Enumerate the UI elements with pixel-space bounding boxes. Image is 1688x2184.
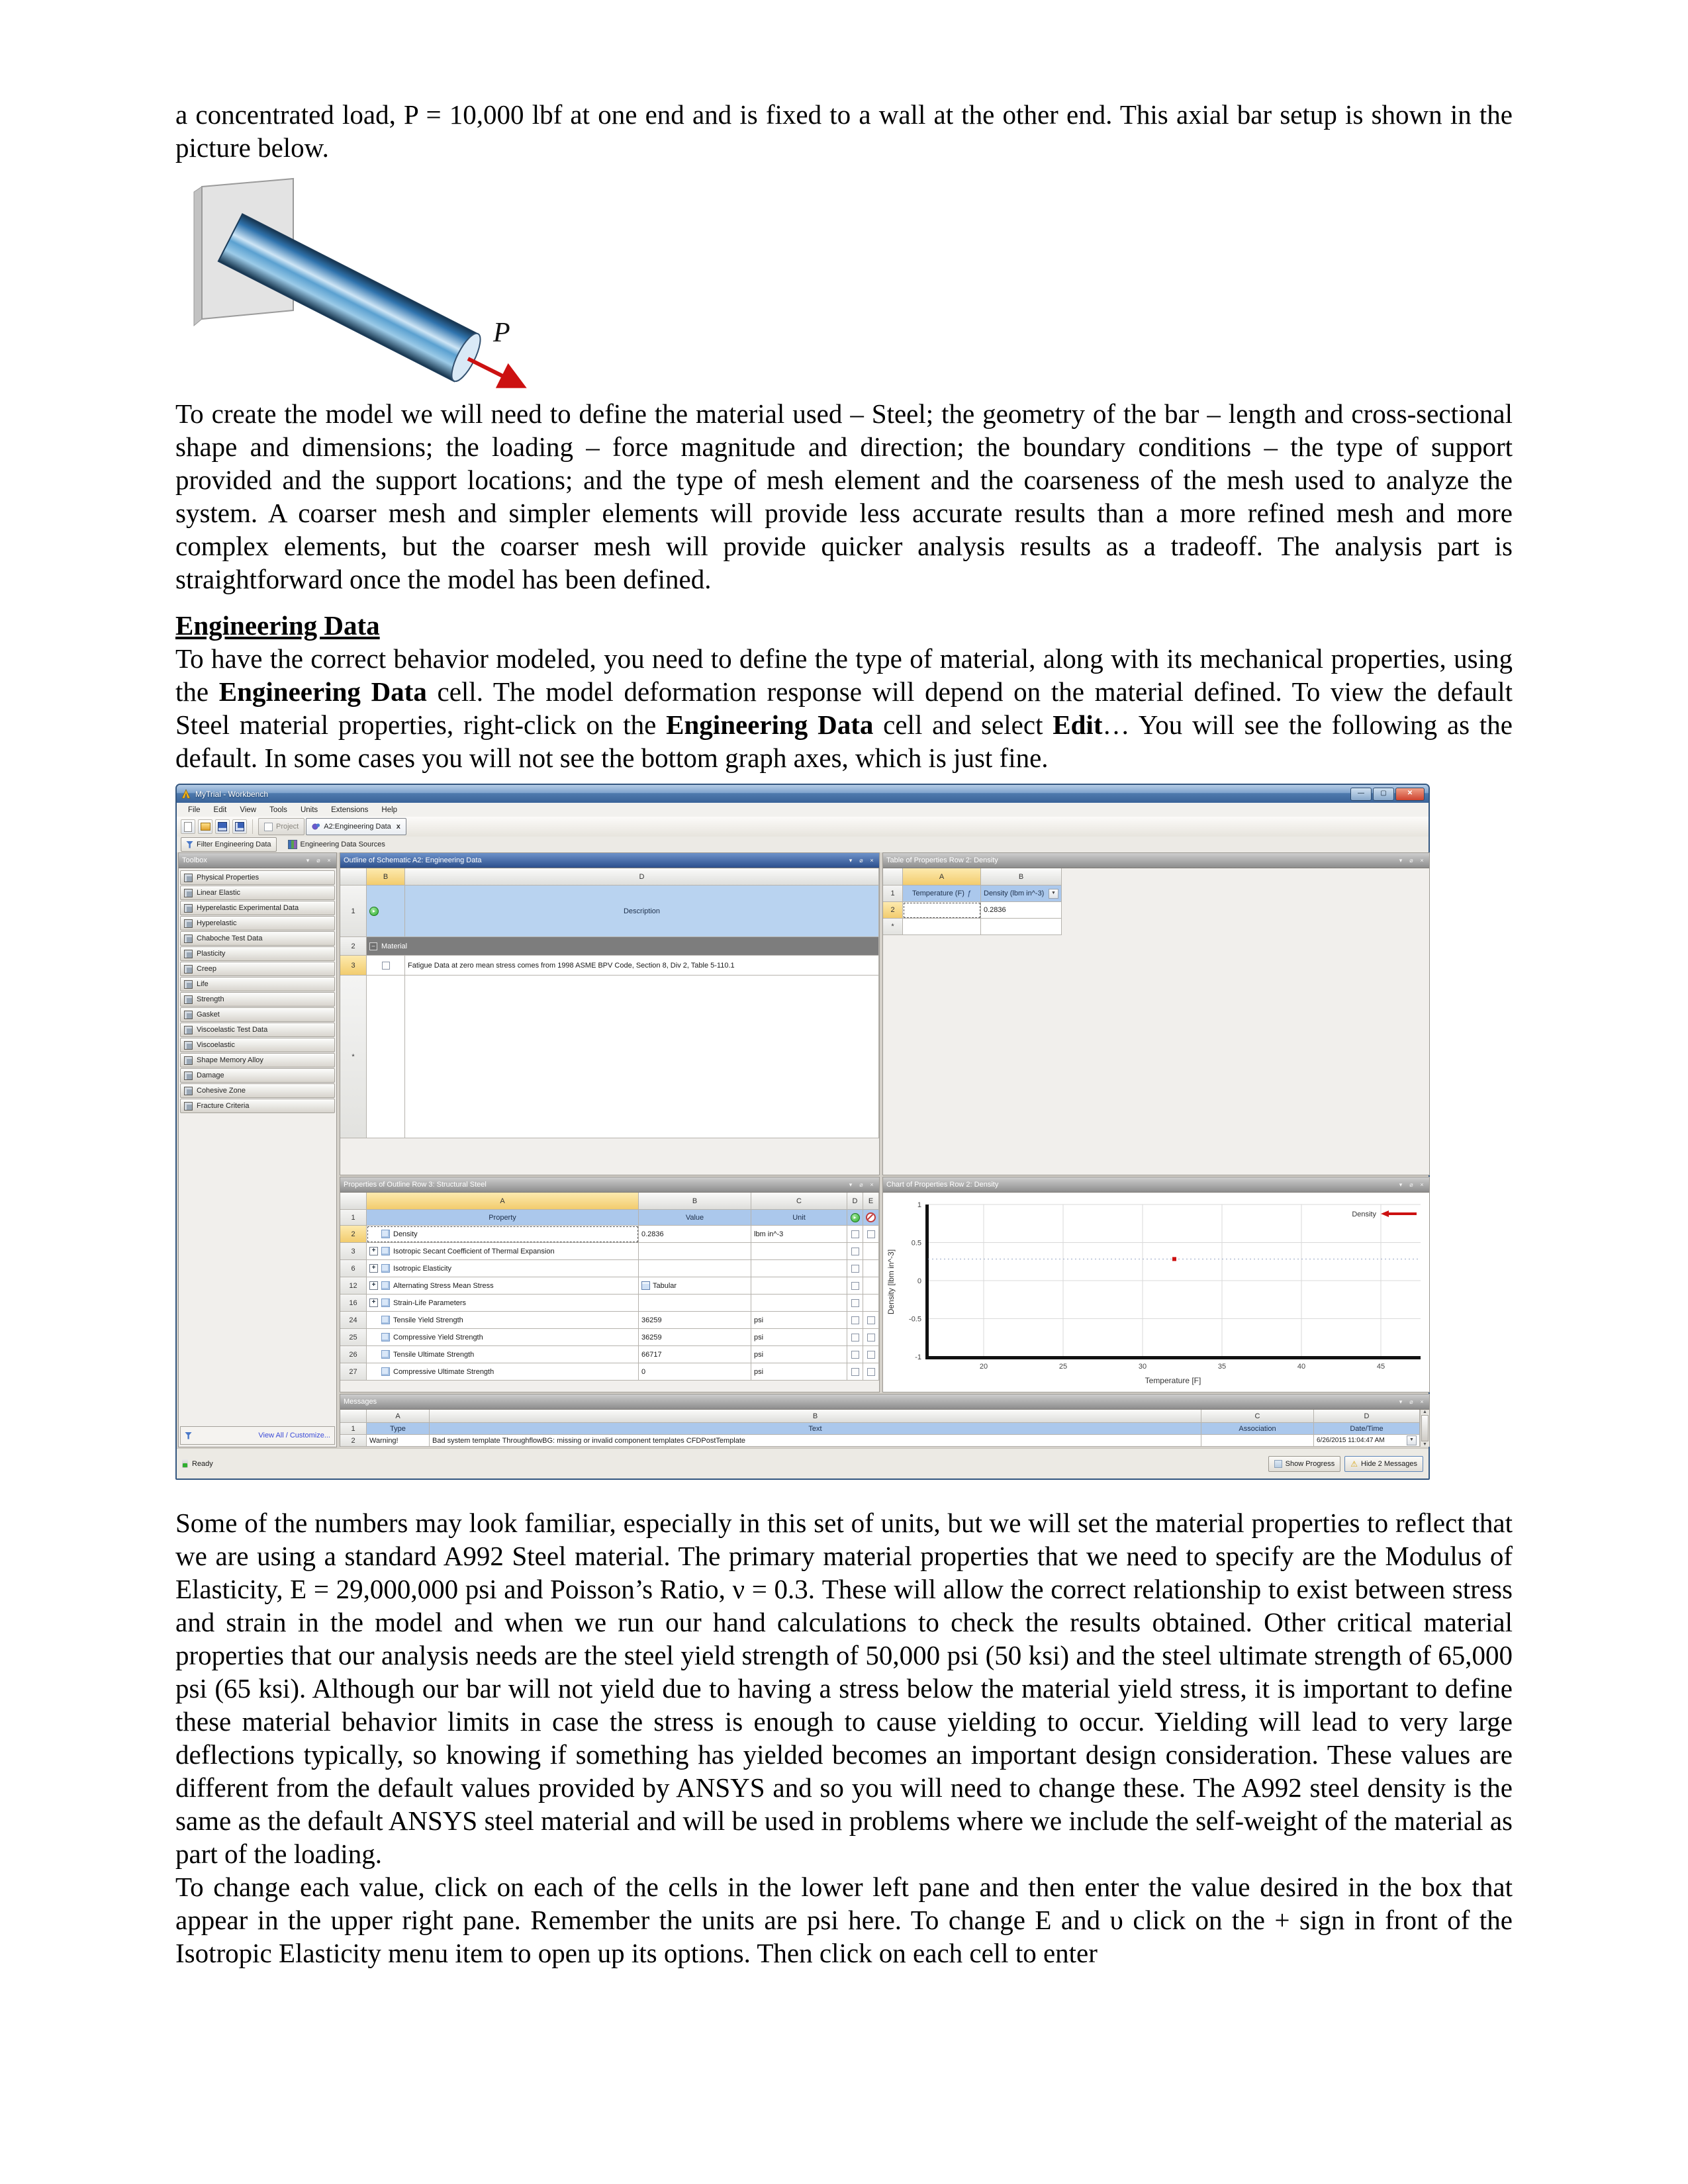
checkbox[interactable] xyxy=(851,1230,859,1238)
chart-legend xyxy=(1352,1210,1417,1218)
checkbox[interactable] xyxy=(851,1334,859,1342)
property-unit-cell[interactable]: psi xyxy=(751,1346,847,1363)
column-header-c[interactable]: C xyxy=(1201,1410,1314,1423)
property-name-cell[interactable]: Tensile Yield Strength xyxy=(367,1312,639,1329)
svg-text:20: 20 xyxy=(979,1363,988,1371)
toolbox-header: Toolbox ▾ ⌀ × xyxy=(179,853,336,868)
dropdown-icon[interactable]: ▼ xyxy=(1407,1435,1417,1445)
property-name-cell[interactable]: Compressive Ultimate Strength xyxy=(367,1363,639,1381)
close-button[interactable]: ✕ xyxy=(1395,788,1425,801)
property-value-cell[interactable]: Tabular xyxy=(639,1277,751,1295)
y-axis xyxy=(925,1205,929,1359)
paragraph-intro: a concentrated load, P = 10,000 lbf at one end and is fixed to a wall at the other end. This axial bar setup is shown in the picture below. xyxy=(175,99,1513,163)
property-name-cell[interactable]: + Isotropic Elasticity xyxy=(367,1260,639,1277)
category-icon xyxy=(184,934,193,943)
x-axis-label: Temperature [F] xyxy=(1145,1376,1201,1385)
column-header-a[interactable]: A xyxy=(903,868,981,886)
category-icon xyxy=(184,1056,193,1065)
column-header-a[interactable]: A xyxy=(367,1193,639,1210)
project-icon xyxy=(264,823,273,831)
category-icon xyxy=(184,980,193,989)
wall-side-face xyxy=(194,187,202,326)
outline-panel xyxy=(340,852,880,1175)
scroll-up-icon[interactable]: ▲ xyxy=(1423,1410,1427,1414)
text-run: cell. The model deformation response will depend on the material defined. To view the default Steel material properties, right-click on the xyxy=(175,676,1513,740)
column-header-a[interactable]: A xyxy=(367,1410,430,1423)
svg-text:-0.5: -0.5 xyxy=(909,1315,921,1324)
window-title: MyTrial - Workbench xyxy=(195,789,269,799)
datetime-header-cell: Date/Time xyxy=(1314,1423,1420,1435)
row-number[interactable]: 24 xyxy=(340,1312,367,1329)
toolbar xyxy=(177,817,1429,837)
checkbox[interactable] xyxy=(851,1248,859,1255)
scroll-down-icon[interactable]: ▼ xyxy=(1423,1442,1427,1447)
engineering-data-sources-button[interactable]: Engineering Data Sources xyxy=(283,838,390,851)
panel-pin-icon[interactable]: ⌀ xyxy=(316,856,320,864)
visible-header-cell xyxy=(847,1210,863,1226)
table-of-properties-header: Table of Properties Row 2: Density ▾ ⌀ × xyxy=(883,853,1429,868)
document-content xyxy=(175,0,1513,1970)
menu-bar xyxy=(177,803,1429,817)
text-run: Engineering Data xyxy=(666,709,874,740)
suppress-cell[interactable] xyxy=(863,1226,879,1243)
save-as-icon[interactable] xyxy=(232,819,247,834)
text-header-cell: Text xyxy=(430,1423,1201,1435)
funnel-icon xyxy=(185,1432,192,1439)
suppress-cell xyxy=(863,1277,879,1295)
data-sources-icon xyxy=(288,840,297,849)
menu-help[interactable]: Help xyxy=(381,805,398,814)
hide-messages-button[interactable]: ⚠ Hide 2 Messages xyxy=(1344,1456,1423,1472)
expand-icon[interactable]: + xyxy=(369,1298,378,1307)
property-value-cell[interactable] xyxy=(639,1260,751,1277)
panel-close-icon[interactable]: × xyxy=(1420,1181,1424,1188)
chart-data-marks xyxy=(928,1257,1421,1261)
empty-cell[interactable] xyxy=(903,919,981,935)
checkbox[interactable] xyxy=(867,1230,875,1238)
property-unit-cell[interactable] xyxy=(751,1260,847,1277)
corner-cell xyxy=(340,1410,367,1423)
expand-icon[interactable]: + xyxy=(369,1264,378,1273)
status-bar xyxy=(177,1448,1429,1479)
category-icon xyxy=(184,1071,193,1080)
maximize-button[interactable]: ▢ xyxy=(1373,788,1394,801)
fatigue-note-cell[interactable]: Fatigue Data at zero mean stress comes from 1998 ASME BPV Code, Section 8, Div 2, Table 5-110.1 xyxy=(405,956,879,976)
suppress-cell[interactable] xyxy=(863,1312,879,1329)
category-icon xyxy=(184,874,193,882)
category-icon xyxy=(184,904,193,913)
ansys-logo-icon xyxy=(181,789,191,799)
svg-text:40: 40 xyxy=(1297,1363,1306,1371)
row-number[interactable]: 25 xyxy=(340,1329,367,1346)
column-header-d[interactable]: D xyxy=(847,1193,863,1210)
text-run: Edit xyxy=(1053,709,1103,740)
corner-cell xyxy=(883,868,903,886)
text-run: To have the correct behavior modeled, you need to define the type of material, along with its mechanical properties, using the xyxy=(175,643,1513,707)
message-text-cell[interactable]: Bad system template ThroughflowBG: missing or invalid component templates CFDPostTemplate xyxy=(430,1435,1201,1447)
property-unit-cell[interactable] xyxy=(751,1295,847,1312)
property-icon xyxy=(381,1333,390,1342)
property-value-cell[interactable]: 36259 xyxy=(639,1329,751,1346)
value-header-cell: Value xyxy=(639,1210,751,1226)
toolbox-panel xyxy=(178,852,337,1447)
visible-cell[interactable] xyxy=(847,1277,863,1295)
toolbox-item-hyperelastic-exp[interactable]: Hyperelastic Experimental Data xyxy=(180,901,335,915)
category-icon xyxy=(184,1102,193,1111)
temperature-header-cell[interactable]: Temperature (F) ƒ xyxy=(903,886,981,902)
toolbox-item-shape-memory[interactable]: Shape Memory Alloy xyxy=(180,1053,335,1068)
paragraph-model: To create the model we will need to define the material used – Steel; the geometry of the bar – length and cross-sectional shape and dimensions; the loading – force magnitude and direction; the boundary conditions – the type of support provided and the support locations; and the type of mesh element and the coarseness of the mesh used to analyze the system. A coarser mesh and simpler elements will provide less accurate results than a more refined mesh and more complex elements, but the coarser mesh will provide quicker analysis results as a tradeoff. The analysis part is straightforward once the model has been defined. xyxy=(175,398,1513,594)
toolbox-footer xyxy=(180,1426,335,1445)
menu-file[interactable]: File xyxy=(188,805,201,814)
column-header-b[interactable]: B xyxy=(639,1193,751,1210)
column-header-e[interactable]: E xyxy=(863,1193,879,1210)
checkbox[interactable] xyxy=(851,1351,859,1359)
load-label: P xyxy=(493,318,510,348)
suppress-cell xyxy=(863,1243,879,1260)
empty-cell[interactable] xyxy=(981,919,1062,935)
funnel-icon xyxy=(186,841,193,848)
description-cell[interactable]: Description xyxy=(405,886,879,937)
panel-close-icon[interactable]: × xyxy=(1420,856,1424,864)
row-number[interactable]: 1 xyxy=(340,1210,367,1226)
toolbox-item-linear-elastic[interactable]: Linear Elastic xyxy=(180,886,335,900)
column-header-c[interactable]: C xyxy=(751,1193,847,1210)
work-area xyxy=(177,852,1429,1449)
menu-edit[interactable]: Edit xyxy=(213,805,227,814)
row-number[interactable]: 1 xyxy=(883,886,903,902)
checkbox[interactable] xyxy=(851,1265,859,1273)
toolbox-item-chaboche[interactable]: Chaboche Test Data xyxy=(180,931,335,946)
row-number[interactable]: * xyxy=(340,976,367,1138)
property-icon xyxy=(381,1316,390,1324)
visible-cell[interactable] xyxy=(847,1260,863,1277)
visible-cell[interactable] xyxy=(847,1226,863,1243)
chart-tick-labels xyxy=(909,1201,1385,1371)
checkbox[interactable] xyxy=(867,1334,875,1342)
density-chart xyxy=(883,1193,1428,1391)
panel-menu-icon[interactable]: ▾ xyxy=(306,856,310,864)
empty-cell[interactable] xyxy=(367,976,405,1138)
material-group-row[interactable]: – Material xyxy=(367,937,879,956)
status-text: Ready xyxy=(192,1459,213,1468)
property-name-cell[interactable]: + Isotropic Secant Coefficient of Thermal Expansion xyxy=(367,1243,639,1260)
tabular-icon xyxy=(641,1281,650,1290)
checkbox[interactable] xyxy=(867,1351,875,1359)
filter-state-cell[interactable] xyxy=(367,886,405,937)
column-header-b[interactable]: B xyxy=(981,868,1062,886)
category-icon xyxy=(184,1026,193,1034)
paragraph-change-values: To change each value, click on each of the cells in the lower left pane and then enter the value desired in the box that appear in the upper right pane. Remember the units are psi here. To change E and υ click on the + sign in front of the Isotropic Elasticity menu item to open up its options. Then click on each cell to enter xyxy=(175,1872,1513,1968)
y-axis-label: Density [lbm in^-3] xyxy=(886,1249,896,1315)
row-number[interactable]: * xyxy=(883,919,903,935)
property-name-cell[interactable]: Tensile Ultimate Strength xyxy=(367,1346,639,1363)
category-icon xyxy=(184,1041,193,1050)
row-number[interactable]: 1 xyxy=(340,886,367,937)
corner-cell xyxy=(340,1193,367,1210)
svg-text:30: 30 xyxy=(1138,1363,1147,1371)
toolbox-item-viscoelastic[interactable]: Viscoelastic xyxy=(180,1038,335,1052)
axial-bar-illustration xyxy=(181,175,551,393)
property-value-cell[interactable] xyxy=(639,1295,751,1312)
filter-active-icon: ▸ xyxy=(369,907,379,916)
property-icon xyxy=(381,1264,390,1273)
panel-pin-icon[interactable]: ⌀ xyxy=(1409,1181,1413,1188)
engineering-data-icon xyxy=(312,823,320,831)
category-icon xyxy=(184,965,193,974)
menu-tools[interactable]: Tools xyxy=(269,805,287,814)
property-icon xyxy=(381,1281,390,1290)
category-icon xyxy=(184,1011,193,1019)
text-run: … You will see the following as the default. In some cases you will not see the bottom graph axes, which is just fine. xyxy=(175,709,1513,773)
toolbox-item-viscoelastic-test[interactable]: Viscoelastic Test Data xyxy=(180,1023,335,1037)
property-name-cell[interactable]: + Strain-Life Parameters xyxy=(367,1295,639,1312)
type-header-cell: Type xyxy=(367,1423,430,1435)
row-number[interactable]: 27 xyxy=(340,1363,367,1381)
toolbox-item-creep[interactable]: Creep xyxy=(180,962,335,976)
checkbox[interactable] xyxy=(382,962,390,970)
density-value-cell[interactable]: 0.2836 xyxy=(981,902,1062,919)
dropdown-icon[interactable]: ▼ xyxy=(1049,889,1058,899)
ready-status-icon xyxy=(182,1459,188,1468)
density-header-cell[interactable]: Density (lbm in^-3) ▼ xyxy=(981,886,1062,902)
column-header-b[interactable]: B xyxy=(367,868,405,886)
checkbox[interactable] xyxy=(851,1368,859,1376)
menu-view[interactable]: View xyxy=(240,805,257,814)
panel-pin-icon[interactable]: ⌀ xyxy=(859,856,863,864)
workbench-window xyxy=(175,784,1430,1480)
load-arrow xyxy=(468,359,520,385)
visible-cell[interactable] xyxy=(847,1346,863,1363)
checkbox[interactable] xyxy=(851,1299,859,1307)
outline-header: Outline of Schematic A2: Engineering Data ▾ ⌀ × xyxy=(340,853,879,868)
property-name-cell[interactable]: + Alternating Stress Mean Stress xyxy=(367,1277,639,1295)
checkbox[interactable] xyxy=(851,1316,859,1324)
toolbox-item-gasket[interactable]: Gasket xyxy=(180,1007,335,1022)
property-unit-cell[interactable] xyxy=(751,1277,847,1295)
row-number[interactable]: 26 xyxy=(340,1346,367,1363)
panel-menu-icon[interactable]: ▾ xyxy=(849,1181,853,1188)
suppress-header-cell xyxy=(863,1210,879,1226)
panel-close-icon[interactable]: × xyxy=(1420,1398,1424,1405)
category-icon xyxy=(184,1087,193,1095)
new-file-icon[interactable] xyxy=(181,819,195,834)
row-number[interactable]: 6 xyxy=(340,1260,367,1277)
properties-panel xyxy=(340,1177,880,1392)
suppress-cell[interactable] xyxy=(863,1329,879,1346)
visible-cell[interactable] xyxy=(847,1329,863,1346)
text-run: cell and select xyxy=(873,709,1053,740)
toolbox-item-life[interactable]: Life xyxy=(180,977,335,991)
property-unit-cell[interactable]: psi xyxy=(751,1363,847,1381)
property-value-cell[interactable]: 66717 xyxy=(639,1346,751,1363)
svg-text:35: 35 xyxy=(1217,1363,1227,1371)
property-value-cell[interactable]: 36259 xyxy=(639,1312,751,1329)
visible-cell[interactable] xyxy=(847,1243,863,1260)
x-axis xyxy=(925,1356,1421,1359)
axial-bar-figure xyxy=(181,175,551,393)
messages-header: Messages ▾ ⌀ × xyxy=(340,1394,1429,1410)
property-header-cell: Property xyxy=(367,1210,639,1226)
tab-engineering-data[interactable]: A2:Engineering Data x xyxy=(306,818,406,835)
svg-text:45: 45 xyxy=(1376,1363,1385,1371)
expand-icon[interactable]: + xyxy=(369,1247,378,1255)
title-bar[interactable] xyxy=(177,785,1429,803)
panel-menu-icon[interactable]: ▾ xyxy=(849,856,853,864)
property-value-cell[interactable]: 0.2836 xyxy=(639,1226,751,1243)
property-unit-cell[interactable]: lbm in^-3 xyxy=(751,1226,847,1243)
suppress-cell[interactable] xyxy=(863,1363,879,1381)
property-icon xyxy=(381,1367,390,1376)
property-value-cell[interactable] xyxy=(639,1243,751,1260)
save-icon[interactable] xyxy=(215,819,230,834)
suppress-cell xyxy=(863,1295,879,1312)
property-value-cell[interactable]: 0 xyxy=(639,1363,751,1381)
svg-text:-1: -1 xyxy=(915,1353,921,1361)
visible-icon: ▸ xyxy=(851,1213,860,1222)
panel-menu-icon[interactable]: ▾ xyxy=(1399,856,1403,864)
property-icon xyxy=(381,1247,390,1255)
tab-close-icon[interactable]: x xyxy=(396,823,400,831)
function-icon: ƒ xyxy=(966,889,971,897)
column-header-d[interactable]: D xyxy=(1314,1410,1420,1423)
tab-project[interactable]: Project xyxy=(258,818,305,835)
temperature-value-cell[interactable] xyxy=(903,902,981,919)
toolbox-item-damage[interactable]: Damage xyxy=(180,1068,335,1083)
messages-scrollbar[interactable] xyxy=(1420,1410,1429,1447)
column-header-b[interactable]: B xyxy=(430,1410,1201,1423)
message-datetime-cell[interactable]: 6/26/2015 11:04:47 AM ▼ xyxy=(1314,1435,1420,1447)
empty-cell[interactable] xyxy=(405,976,879,1138)
messages-panel xyxy=(340,1394,1430,1447)
paragraph-engineering-data xyxy=(175,642,1513,774)
row-number[interactable]: 3 xyxy=(340,956,367,976)
row-number[interactable]: 3 xyxy=(340,1243,367,1260)
panel-pin-icon[interactable]: ⌀ xyxy=(1409,856,1413,864)
open-folder-icon[interactable] xyxy=(198,819,212,834)
row-number[interactable]: 1 xyxy=(340,1423,367,1435)
property-name-cell[interactable]: Compressive Yield Strength xyxy=(367,1329,639,1346)
checkbox[interactable] xyxy=(867,1368,875,1376)
svg-text:1: 1 xyxy=(917,1201,921,1209)
category-icon xyxy=(184,995,193,1004)
property-icon xyxy=(381,1298,390,1307)
property-name-cell[interactable]: Density xyxy=(367,1226,639,1243)
paragraph-material-values: Some of the numbers may look familiar, especially in this set of units, but we will set the material properties to reflect that we are using a standard A992 Steel material. The primary material properties that we need to specify are the Modulus of Elasticity, E = 29,000,000 psi and Poisson’s Ratio, ν = 0.3. These will allow the correct relationship to exist between stress and strain in the model and when we run our hand calculations to check the results obtained. Other critical material properties that our analysis needs are the steel yield strength of 50,000 psi (50 ksi) and the steel ultimate strength of 65,000 psi (65 ksi). Although our bar will not yield due to having a stress below the material yield stress, it is important to define these material behavior limits in case the stress is enough to cause yielding to occur. Yielding will lead to very large deflections typically, so knowing if something has yielded becomes an important design consideration. These values are different from the default values provided by ANSYS and so you will need to change these. The A992 steel density is the same as the default ANSYS steel material and will be used in problems where we include the self-weight of the material as part of the loading. xyxy=(175,1508,1513,1869)
svg-text:0: 0 xyxy=(917,1277,921,1285)
row-number[interactable]: 2 xyxy=(883,902,903,919)
toolbox-item-physical-properties[interactable]: Physical Properties xyxy=(180,870,335,885)
row-number[interactable]: 16 xyxy=(340,1295,367,1312)
association-header-cell: Association xyxy=(1201,1423,1314,1435)
chart-panel xyxy=(882,1177,1430,1392)
visible-cell[interactable] xyxy=(847,1312,863,1329)
suppress-cell[interactable] xyxy=(863,1346,879,1363)
row-number[interactable]: 2 xyxy=(340,937,367,956)
panel-pin-icon[interactable]: ⌀ xyxy=(859,1181,863,1188)
svg-text:25: 25 xyxy=(1058,1363,1068,1371)
svg-text:Density: Density xyxy=(1352,1210,1376,1218)
text-run: Engineering Data xyxy=(218,676,427,707)
toolbox-item-cohesive-zone[interactable]: Cohesive Zone xyxy=(180,1083,335,1098)
filter-engineering-data-button[interactable]: Filter Engineering Data xyxy=(181,837,277,852)
message-type-cell[interactable]: Warning! xyxy=(367,1435,430,1447)
panel-pin-icon[interactable]: ⌀ xyxy=(1409,1398,1413,1405)
property-unit-cell[interactable]: psi xyxy=(751,1312,847,1329)
menu-units[interactable]: Units xyxy=(300,805,318,814)
panel-menu-icon[interactable]: ▾ xyxy=(1399,1181,1403,1188)
toolbox-item-plasticity[interactable]: Plasticity xyxy=(180,946,335,961)
column-header-d[interactable]: D xyxy=(405,868,879,886)
suppress-icon xyxy=(866,1212,876,1222)
show-progress-button[interactable]: Show Progress xyxy=(1268,1456,1341,1472)
expand-icon[interactable]: + xyxy=(369,1281,378,1290)
chart-gridlines xyxy=(928,1205,1421,1357)
panel-menu-icon[interactable]: ▾ xyxy=(1399,1398,1403,1405)
fatigue-checkbox-cell[interactable] xyxy=(367,956,405,976)
category-icon xyxy=(184,950,193,958)
menu-extensions[interactable]: Extensions xyxy=(331,805,369,814)
category-icon xyxy=(184,889,193,897)
category-icon xyxy=(184,919,193,928)
svg-text:0.5: 0.5 xyxy=(911,1239,921,1248)
property-icon xyxy=(381,1350,390,1359)
unit-header-cell: Unit xyxy=(751,1210,847,1226)
toolbox-item-strength[interactable]: Strength xyxy=(180,992,335,1007)
toolbox-item-fracture-criteria[interactable]: Fracture Criteria xyxy=(180,1099,335,1113)
corner-cell xyxy=(340,868,367,886)
section-heading: Engineering Data xyxy=(175,610,380,641)
property-unit-cell[interactable] xyxy=(751,1243,847,1260)
chart-header: Chart of Properties Row 2: Density ▾ ⌀ × xyxy=(883,1177,1429,1193)
properties-header: Properties of Outline Row 3: Structural Steel ▾ ⌀ × xyxy=(340,1177,879,1193)
panel-close-icon[interactable]: × xyxy=(870,856,874,864)
warning-icon: ⚠ xyxy=(1350,1459,1358,1469)
toolbar-separator xyxy=(252,819,253,834)
row-number[interactable]: 2 xyxy=(340,1226,367,1243)
visible-cell[interactable] xyxy=(847,1363,863,1381)
checkbox[interactable] xyxy=(851,1282,859,1290)
panel-close-icon[interactable]: × xyxy=(327,856,331,864)
minimize-button[interactable]: — xyxy=(1350,788,1372,801)
property-icon xyxy=(381,1230,390,1238)
table-of-properties-panel xyxy=(882,852,1430,1175)
checkbox[interactable] xyxy=(867,1316,875,1324)
collapse-icon[interactable]: – xyxy=(369,942,377,950)
visible-cell[interactable] xyxy=(847,1295,863,1312)
progress-icon xyxy=(1274,1460,1282,1468)
row-number[interactable]: 2 xyxy=(340,1435,367,1447)
property-unit-cell[interactable]: psi xyxy=(751,1329,847,1346)
filter-toolbar xyxy=(177,837,1429,853)
toolbox-item-hyperelastic[interactable]: Hyperelastic xyxy=(180,916,335,931)
suppress-cell xyxy=(863,1260,879,1277)
view-all-customize-link[interactable]: View All / Customize... xyxy=(258,1432,330,1439)
message-association-cell[interactable] xyxy=(1201,1435,1314,1447)
panel-close-icon[interactable]: × xyxy=(870,1181,874,1188)
row-number[interactable]: 12 xyxy=(340,1277,367,1295)
